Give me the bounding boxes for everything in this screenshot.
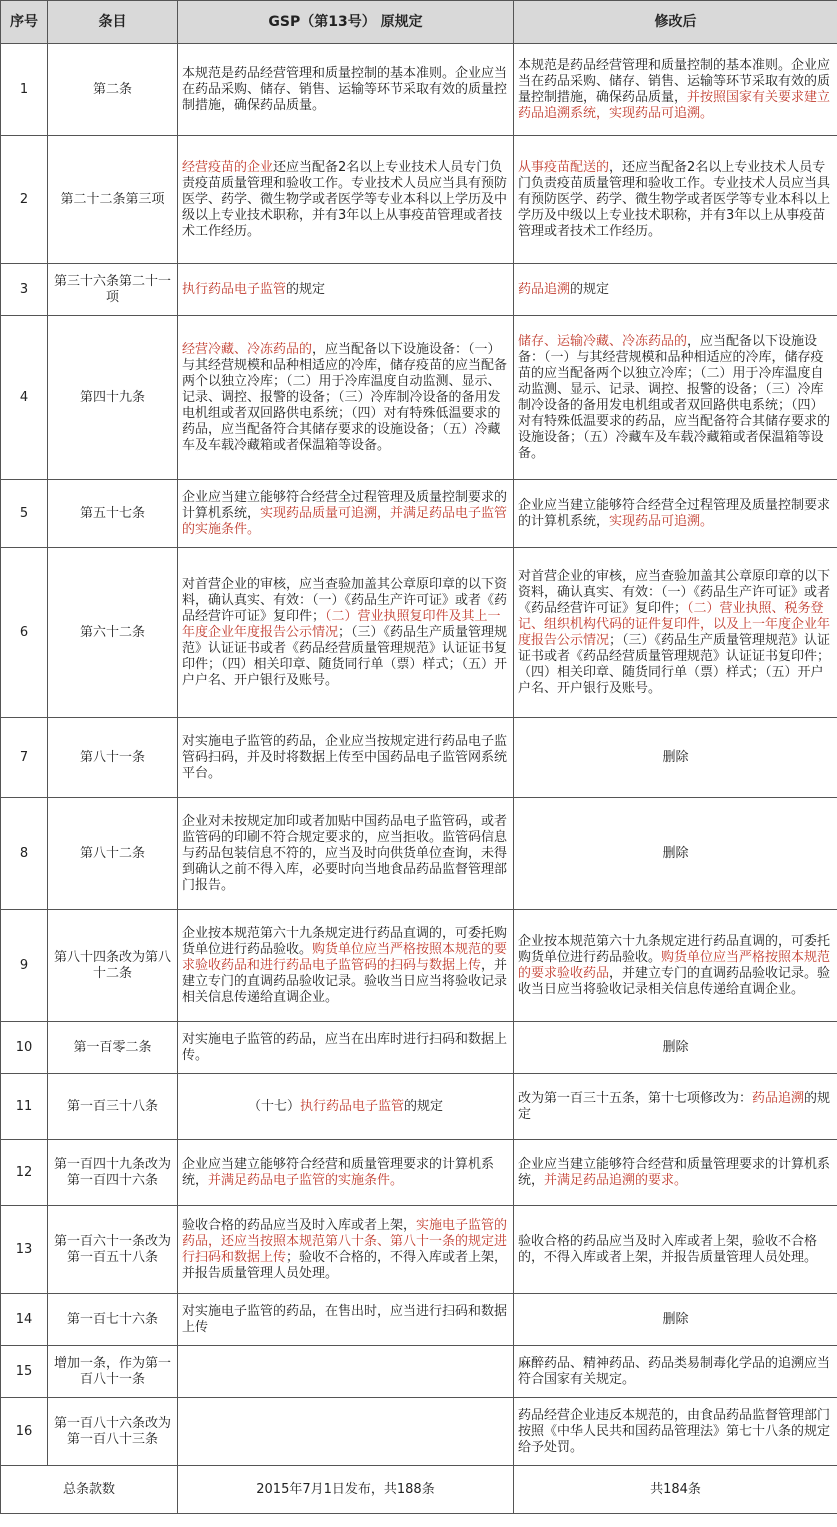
text-segment: 验收合格的药品应当及时入库或者上架，验收不合格的，不得入库或者上架，并报告质量管理人员处理。: [518, 1233, 818, 1265]
highlighted-change: 药品追溯: [752, 1090, 805, 1106]
original-text: [178, 1074, 514, 1140]
table-row: [1, 480, 837, 548]
text-segment: 对首营企业的审核，应当查验加盖其公章原印章的以下资料，确认真实、有效：（一）《药品生产许可证》或者《药品经营许可证》复印件；: [518, 568, 831, 616]
text-segment: 删除: [662, 1039, 689, 1055]
table-row: [1, 1346, 837, 1398]
original-text: [178, 136, 514, 264]
table-row: [1, 548, 837, 718]
text-segment: 企业应当建立能够符合经营全过程管理及质量控制要求的计算机系统，: [518, 497, 831, 529]
row-number: 9: [1, 910, 48, 1022]
text-segment: 删除: [662, 749, 689, 765]
text-segment: 企业按本规范第六十九条规定进行药品直调的，可委托购货单位进行药品验收。: [518, 933, 831, 965]
modified-text: [514, 910, 837, 1022]
table-row: [1, 910, 837, 1022]
modified-text: [514, 316, 837, 480]
highlighted-change: 实现药品质量可追溯，并满足药品电子监管的实施条件。: [182, 505, 508, 537]
text-segment: 企业应当建立能够符合经营和质量管理要求的计算机系统，: [518, 1156, 831, 1188]
row-item: 第八十四条改为第八十二条: [48, 910, 178, 1022]
highlighted-change: 药品追溯: [518, 281, 571, 297]
text-segment: 药品经营企业违反本规范的，由食品药品监督管理部门按照《中华人民共和国药品管理法》第七十八条的规定给予处罚。: [518, 1407, 831, 1455]
row-number: 3: [1, 264, 48, 316]
text-segment: 对实施电子监管的药品，在售出时，应当进行扫码和数据上传: [182, 1303, 508, 1335]
modified-text: [514, 718, 837, 798]
footer-modified-total: 共184条: [514, 1466, 837, 1514]
header-no: 序号: [1, 1, 48, 44]
original-text: [178, 718, 514, 798]
row-number: 14: [1, 1294, 48, 1346]
text-segment: 删除: [662, 845, 689, 861]
table-row: [1, 1294, 837, 1346]
text-segment: ；（三）《药品生产质量管理规范》认证证书或者《药品经营质量管理规范》认证证书复印件；（四）相关印章、随货同行单（票）样式；（五）开户户名、开户银行及账号。: [182, 624, 508, 688]
text-segment: 的规定: [518, 1090, 831, 1122]
table-row: [1, 1022, 837, 1074]
row-number: 8: [1, 798, 48, 910]
row-item: 第二条: [48, 44, 178, 136]
row-number: 11: [1, 1074, 48, 1140]
text-segment: 的规定: [404, 1098, 444, 1114]
row-item: 第二十二条第三项: [48, 136, 178, 264]
table-row: [1, 1206, 837, 1294]
table-row: [1, 1398, 837, 1466]
text-segment: 对实施电子监管的药品，应当在出库时进行扫码和数据上传。: [182, 1031, 508, 1063]
text-segment: ，并建立专门的直调药品验收记录。验收当日应当将验收记录相关信息传递给直调企业。: [182, 957, 508, 1005]
table-row: [1, 1074, 837, 1140]
row-item: 第一百八十六条改为第一百八十三条: [48, 1398, 178, 1466]
text-segment: ，应当配备以下设施设备：（一）与其经营规模和品种相适应的冷库，储存疫苗的应当配备两个以独立冷库；（二）用于冷库温度自动监测、显示、记录、调控、报警的设备；（三）冷库制冷设备的备用发电机组或者双回路供电系统；（四）对有特殊低温要求的药品，应当配备符合其储存要求的设施设备；（五）冷藏车及车载冷藏箱或者保温箱等设备。: [518, 333, 831, 461]
header-item: 条目: [48, 1, 178, 44]
text-segment: 麻醉药品、精神药品、药品类易制毒化学品的追溯应当符合国家有关规定。: [518, 1355, 831, 1387]
text-segment: 本规范是药品经营管理和质量控制的基本准则。企业应当在药品采购、储存、销售、运输等环节采取有效的质量控制措施，确保药品质量。: [182, 65, 508, 113]
row-number: 13: [1, 1206, 48, 1294]
modified-text: [514, 1022, 837, 1074]
text-segment: ，还应当配备2名以上专业技术人员专门负责疫苗质量管理和验收工作。专业技术人员应当具有预防医学、药学、微生物学或者医学等专业本科以上学历及中级以上专业技术职称，并有3年以上从事疫苗管理或者技术工作经历。: [518, 159, 831, 239]
footer-label: 总条款数: [1, 1466, 178, 1514]
row-item: 第八十一条: [48, 718, 178, 798]
highlighted-change: 并满足药品追溯的要求。: [544, 1172, 688, 1188]
row-number: 5: [1, 480, 48, 548]
row-number: 6: [1, 548, 48, 718]
text-segment: ；（三）《药品生产质量管理规范》认证证书或者《药品经营质量管理规范》认证证书复印件；（四）相关印章、随货同行单（票）样式；（五）开户户名、开户银行及账号。: [518, 632, 831, 696]
row-item: 第一百四十九条改为第一百四十六条: [48, 1140, 178, 1206]
highlighted-change: （二）营业执照复印件及其上一年度企业年度报告公示情况: [182, 608, 501, 640]
original-text: [178, 1206, 514, 1294]
header-original: GSP（第13号） 原规定: [178, 1, 514, 44]
table-row: [1, 44, 837, 136]
highlighted-change: 并满足药品电子监管的实施条件。: [208, 1172, 404, 1188]
table-row: [1, 718, 837, 798]
highlighted-change: 并按照国家有关要求建立药品追溯系统，实现药品可追溯。: [518, 89, 831, 121]
original-text: [178, 910, 514, 1022]
highlighted-change: 实施电子监管的药品，还应当按照本规范第八十条、第八十一条的规定进行扫码和数据上传: [182, 1217, 508, 1265]
row-number: 1: [1, 44, 48, 136]
modified-text: [514, 1398, 837, 1466]
text-segment: 企业应当建立能够符合经营全过程管理及质量控制要求的计算机系统，: [182, 489, 508, 521]
modified-text: [514, 798, 837, 910]
row-item: 第一百三十八条: [48, 1074, 178, 1140]
original-text: [178, 1294, 514, 1346]
original-text: [178, 1398, 514, 1466]
modified-text: [514, 136, 837, 264]
modified-text: [514, 1294, 837, 1346]
original-text: [178, 1022, 514, 1074]
text-segment: 本规范是药品经营管理和质量控制的基本准则。企业应当在药品采购、储存、销售、运输等环节采取有效的质量控制措施，确保药品质量，: [518, 57, 831, 105]
modified-text: [514, 1140, 837, 1206]
text-segment: 企业对未按规定加印或者加贴中国药品电子监管码，或者监管码的印刷不符合规定要求的，应当拒收。监管码信息与药品包装信息不符的，应当及时向供货单位查询，未得到确认之前不得入库，必要时向当地食品药品监督管理部门报告。: [182, 813, 508, 893]
row-item: 第四十九条: [48, 316, 178, 480]
modified-text: [514, 264, 837, 316]
text-segment: 企业应当建立能够符合经营和质量管理要求的计算机系统，: [182, 1156, 495, 1188]
highlighted-change: 经营疫苗的企业: [182, 159, 274, 175]
row-number: 7: [1, 718, 48, 798]
original-text: [178, 798, 514, 910]
highlighted-change: 执行药品电子监管: [299, 1098, 404, 1114]
footer-row: [1, 1466, 837, 1514]
text-segment: 的规定: [570, 281, 610, 297]
text-segment: 对实施电子监管的药品，企业应当按规定进行药品电子监管码扫码，并及时将数据上传至中国药品电子监管网系统平台。: [182, 733, 508, 781]
original-text: [178, 264, 514, 316]
original-text: [178, 548, 514, 718]
row-item: 第三十六条第二十一项: [48, 264, 178, 316]
modified-text: [514, 1074, 837, 1140]
highlighted-change: 购货单位应当严格按照本规范的要求验收药品和进行药品电子监管码的扫码与数据上传: [182, 941, 508, 973]
header-modified: 修改后: [514, 1, 837, 44]
table-row: [1, 136, 837, 264]
modified-text: [514, 44, 837, 136]
text-segment: （十七）: [247, 1098, 300, 1114]
text-segment: 企业按本规范第六十九条规定进行药品直调的，可委托购货单位进行药品验收。: [182, 925, 508, 957]
modified-text: [514, 1206, 837, 1294]
text-segment: ，应当配备以下设施设备：（一）与其经营规模和品种相适应的冷库，储存疫苗的应当配备两个以独立冷库；（二）用于冷库温度自动监测、显示、记录、调控、报警的设备；（三）冷库制冷设备的备用发电机组或者双回路供电系统；（四）对有特殊低温要求的药品，应当配备符合其储存要求的设施设备；（五）冷藏车及车载冷藏箱或者保温箱等设备。: [182, 341, 508, 453]
row-number: 15: [1, 1346, 48, 1398]
row-item: 第八十二条: [48, 798, 178, 910]
original-text: [178, 1346, 514, 1398]
row-number: 16: [1, 1398, 48, 1466]
text-segment: 还应当配备2名以上专业技术人员专门负责疫苗质量管理和验收工作。专业技术人员应当具有预防医学、药学、微生物学或者医学等专业本科以上学历及中级以上专业技术职称，并有3年以上从事疫苗管理或者技术工作经历。: [182, 159, 508, 239]
text-segment: ，并建立专门的直调药品验收记录。验收当日应当将验收记录相关信息传递给直调企业。: [518, 965, 831, 997]
highlighted-change: 经营冷藏、冷冻药品的: [182, 341, 313, 357]
highlighted-change: （二）营业执照、税务登记、组织机构代码的证件复印件，以及上一年度企业年度报告公示情况: [518, 600, 831, 648]
row-number: 2: [1, 136, 48, 264]
text-segment: ；验收不合格的，不得入库或者上架，并报告质量管理人员处理。: [182, 1249, 508, 1281]
table-row: [1, 1140, 837, 1206]
original-text: [178, 316, 514, 480]
modified-text: [514, 548, 837, 718]
highlighted-change: 从事疫苗配送的: [518, 159, 610, 175]
table-row: [1, 316, 837, 480]
original-text: [178, 1140, 514, 1206]
original-text: [178, 44, 514, 136]
modified-text: [514, 480, 837, 548]
row-number: 10: [1, 1022, 48, 1074]
text-segment: 对首营企业的审核，应当查验加盖其公章原印章的以下资料，确认真实、有效：（一）《药品生产许可证》或者《药品经营许可证》复印件；: [182, 576, 508, 624]
row-number: 4: [1, 316, 48, 480]
row-item: 第一百六十一条改为第一百五十八条: [48, 1206, 178, 1294]
text-segment: 的规定: [286, 281, 326, 297]
footer-original-total: 2015年7月1日发布，共188条: [178, 1466, 514, 1514]
text-segment: 改为第一百三十五条，第十七项修改为：: [518, 1090, 753, 1106]
row-item: 第一百七十六条: [48, 1294, 178, 1346]
text-segment: 验收合格的药品应当及时入库或者上架，: [182, 1217, 417, 1233]
text-segment: 删除: [662, 1311, 689, 1327]
header-row: [1, 1, 837, 44]
row-item: 第一百零二条: [48, 1022, 178, 1074]
row-number: 12: [1, 1140, 48, 1206]
row-item: 增加一条，作为第一百八十一条: [48, 1346, 178, 1398]
highlighted-change: 购货单位应当严格按照本规范的要求验收药品: [518, 949, 831, 981]
highlighted-change: 储存、运输冷藏、冷冻药品的: [518, 333, 688, 349]
modified-text: [514, 1346, 837, 1398]
row-item: 第六十二条: [48, 548, 178, 718]
row-item: 第五十七条: [48, 480, 178, 548]
table-row: [1, 264, 837, 316]
table-row: [1, 798, 837, 910]
table-body: [1, 44, 837, 1466]
highlighted-change: 执行药品电子监管: [182, 281, 287, 297]
highlighted-change: 实现药品可追溯。: [609, 513, 714, 529]
original-text: [178, 480, 514, 548]
